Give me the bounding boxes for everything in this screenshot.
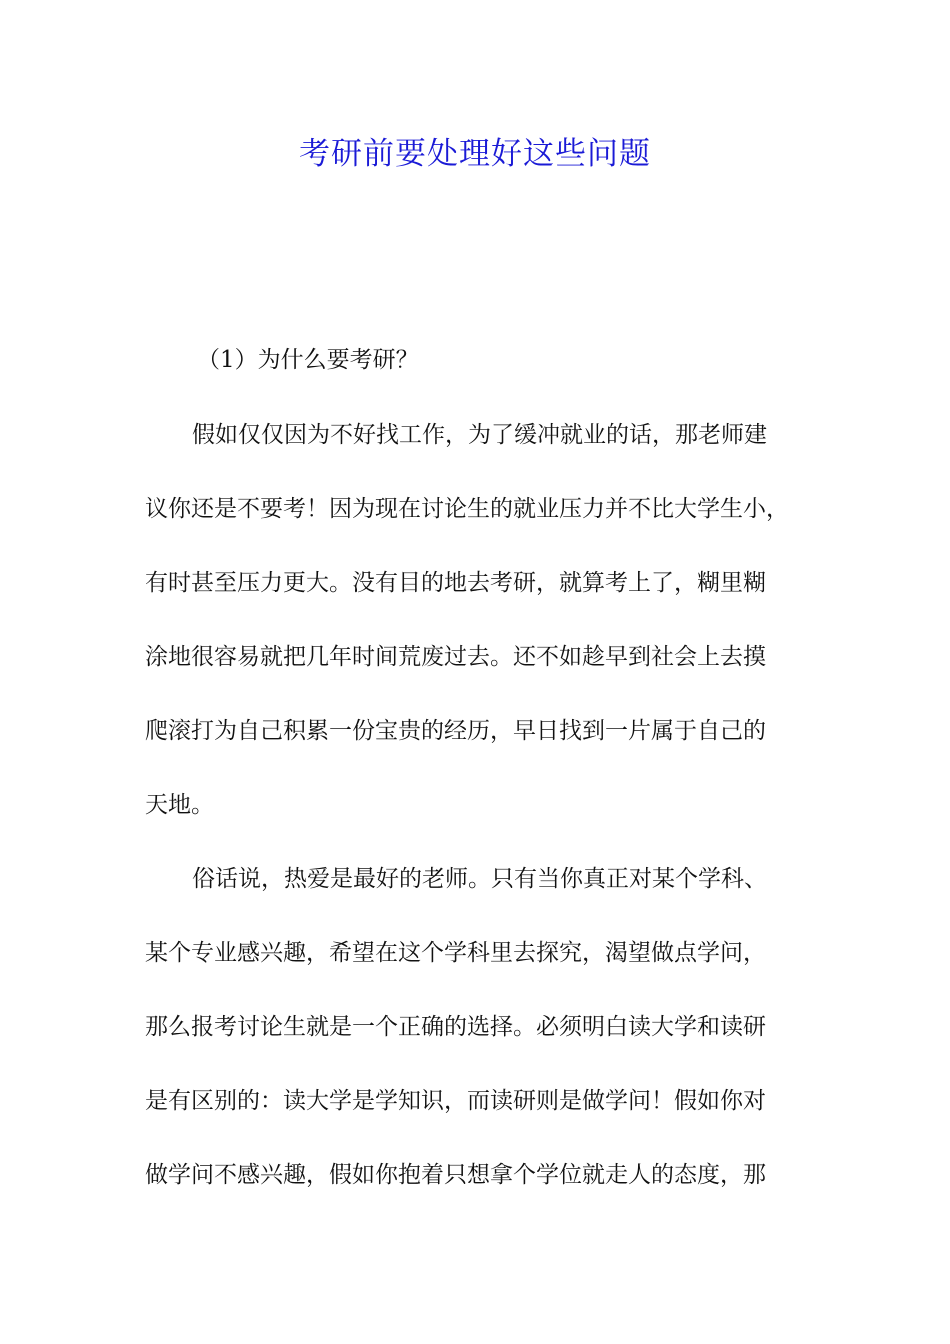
paragraph-line: 有时甚至压力更大。没有目的地去考研，就算考上了，糊里糊 [145,570,766,596]
section-heading: （1）为什么要考研？ [197,347,419,373]
document-title: 考研前要处理好这些问题 [299,136,651,172]
paragraph-line: 假如仅仅因为不好找工作，为了缓冲就业的话，那老师建 [192,422,767,448]
paragraph-line: 是有区别的：读大学是学知识，而读研则是做学问！假如你对 [145,1088,766,1114]
paragraph-line: 议你还是不要考！因为现在讨论生的就业压力并不比大学生小， [145,496,789,522]
paragraph-line: 俗话说，热爱是最好的老师。只有当你真正对某个学科、 [192,866,767,892]
paragraph-line: 爬滚打为自己积累一份宝贵的经历，早日找到一片属于自己的 [145,718,766,744]
paragraph-line: 某个专业感兴趣，希望在这个学科里去探究，渴望做点学问， [145,940,766,966]
paragraph-line: 做学问不感兴趣，假如你抱着只想拿个学位就走人的态度，那 [145,1162,766,1188]
paragraph-line: 那么报考讨论生就是一个正确的选择。必须明白读大学和读研 [145,1014,766,1040]
paragraph-line: 天地。 [145,792,214,818]
paragraph-line: 涂地很容易就把几年时间荒废过去。还不如趁早到社会上去摸 [145,644,766,670]
